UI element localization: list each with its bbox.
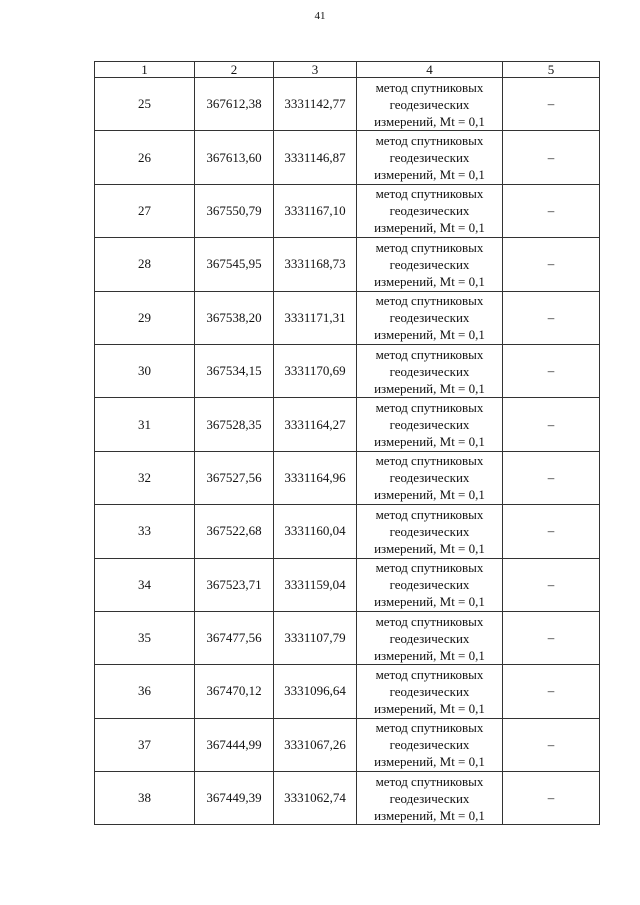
method-cell [357, 505, 503, 558]
x-coordinate-cell: 367612,38 [195, 78, 274, 131]
note-cell: – [503, 238, 600, 291]
method-cell [357, 772, 503, 825]
note-cell: – [503, 131, 600, 184]
method-cell [357, 665, 503, 718]
x-coordinate-cell: 367528,35 [195, 398, 274, 451]
x-coordinate-cell: 367534,15 [195, 344, 274, 397]
x-coordinate-cell: 367522,68 [195, 505, 274, 558]
x-coordinate-cell: 367613,60 [195, 131, 274, 184]
table-row [95, 291, 600, 344]
note-cell: – [503, 718, 600, 771]
note-cell: – [503, 291, 600, 344]
point-number-cell: 33 [95, 505, 195, 558]
method-line: геодезических [389, 203, 470, 219]
method-line: измерений, Mt = 0,1 [374, 327, 485, 343]
method-line: метод спутниковых [375, 773, 484, 789]
table-row [95, 718, 600, 771]
table-row [95, 665, 600, 718]
method-line: измерений, Mt = 0,1 [374, 807, 485, 823]
method-cell [357, 451, 503, 504]
header-col-2: 2 [195, 62, 274, 78]
table-row [95, 131, 600, 184]
table-row [95, 78, 600, 131]
y-coordinate-cell: 3331067,26 [274, 718, 357, 771]
page-number: 41 [314, 10, 326, 22]
table-row [95, 451, 600, 504]
method-cell [357, 78, 503, 131]
method-line: измерений, Mt = 0,1 [374, 113, 485, 129]
x-coordinate-cell: 367538,20 [195, 291, 274, 344]
table-row [95, 344, 600, 397]
method-line: измерений, Mt = 0,1 [374, 434, 485, 450]
method-line: геодезических [389, 470, 470, 486]
coordinates-table [94, 61, 600, 825]
x-coordinate-cell: 367545,95 [195, 238, 274, 291]
method-cell [357, 291, 503, 344]
note-cell: – [503, 772, 600, 825]
method-line: метод спутниковых [375, 79, 484, 95]
method-line: геодезических [389, 256, 470, 272]
method-line: геодезических [389, 577, 470, 593]
method-line: геодезических [389, 790, 470, 806]
y-coordinate-cell: 3331170,69 [274, 344, 357, 397]
note-cell: – [503, 451, 600, 504]
method-line: измерений, Mt = 0,1 [374, 647, 485, 663]
point-number-cell: 31 [95, 398, 195, 451]
method-line: измерений, Mt = 0,1 [374, 700, 485, 716]
method-line: измерений, Mt = 0,1 [374, 220, 485, 236]
header-col-5: 5 [503, 62, 600, 78]
method-line: метод спутниковых [375, 560, 484, 576]
note-cell: – [503, 184, 600, 237]
point-number-cell: 38 [95, 772, 195, 825]
method-line: метод спутниковых [375, 613, 484, 629]
point-number-cell: 29 [95, 291, 195, 344]
note-cell: – [503, 611, 600, 664]
method-line: геодезических [389, 96, 470, 112]
method-line: метод спутниковых [375, 506, 484, 522]
header-col-3: 3 [274, 62, 357, 78]
note-cell: – [503, 665, 600, 718]
x-coordinate-cell: 367527,56 [195, 451, 274, 504]
point-number-cell: 30 [95, 344, 195, 397]
table-body [95, 78, 600, 825]
note-cell: – [503, 344, 600, 397]
table-row [95, 611, 600, 664]
method-line: метод спутниковых [375, 239, 484, 255]
y-coordinate-cell: 3331164,27 [274, 398, 357, 451]
method-line: геодезических [389, 310, 470, 326]
y-coordinate-cell: 3331096,64 [274, 665, 357, 718]
header-col-4: 4 [357, 62, 503, 78]
method-cell [357, 238, 503, 291]
method-line: измерений, Mt = 0,1 [374, 487, 485, 503]
point-number-cell: 34 [95, 558, 195, 611]
method-line: метод спутниковых [375, 186, 484, 202]
method-line: геодезических [389, 683, 470, 699]
method-line: измерений, Mt = 0,1 [374, 754, 485, 770]
table-row [95, 558, 600, 611]
method-line: метод спутниковых [375, 133, 484, 149]
x-coordinate-cell: 367550,79 [195, 184, 274, 237]
method-line: метод спутниковых [375, 400, 484, 416]
method-line: метод спутниковых [375, 720, 484, 736]
point-number-cell: 26 [95, 131, 195, 184]
method-line: геодезических [389, 363, 470, 379]
y-coordinate-cell: 3331168,73 [274, 238, 357, 291]
point-number-cell: 25 [95, 78, 195, 131]
y-coordinate-cell: 3331107,79 [274, 611, 357, 664]
method-cell [357, 131, 503, 184]
method-line: метод спутниковых [375, 453, 484, 469]
x-coordinate-cell: 367444,99 [195, 718, 274, 771]
table-header-row [95, 62, 600, 78]
method-cell [357, 718, 503, 771]
method-cell [357, 184, 503, 237]
method-line: геодезических [389, 150, 470, 166]
method-line: метод спутниковых [375, 666, 484, 682]
method-cell [357, 611, 503, 664]
point-number-cell: 27 [95, 184, 195, 237]
method-line: метод спутниковых [375, 346, 484, 362]
table-row [95, 398, 600, 451]
point-number-cell: 28 [95, 238, 195, 291]
y-coordinate-cell: 3331146,87 [274, 131, 357, 184]
point-number-cell: 37 [95, 718, 195, 771]
table-row [95, 238, 600, 291]
method-line: измерений, Mt = 0,1 [374, 167, 485, 183]
method-cell [357, 558, 503, 611]
table-row [95, 184, 600, 237]
method-line: геодезических [389, 630, 470, 646]
method-line: геодезических [389, 523, 470, 539]
table-row [95, 772, 600, 825]
note-cell: – [503, 505, 600, 558]
method-line: измерений, Mt = 0,1 [374, 273, 485, 289]
note-cell: – [503, 78, 600, 131]
note-cell: – [503, 398, 600, 451]
method-line: измерений, Mt = 0,1 [374, 380, 485, 396]
method-line: метод спутниковых [375, 293, 484, 309]
method-line: измерений, Mt = 0,1 [374, 594, 485, 610]
y-coordinate-cell: 3331171,31 [274, 291, 357, 344]
y-coordinate-cell: 3331062,74 [274, 772, 357, 825]
header-col-1: 1 [95, 62, 195, 78]
x-coordinate-cell: 367470,12 [195, 665, 274, 718]
y-coordinate-cell: 3331159,04 [274, 558, 357, 611]
method-cell [357, 398, 503, 451]
method-line: геодезических [389, 737, 470, 753]
y-coordinate-cell: 3331167,10 [274, 184, 357, 237]
point-number-cell: 35 [95, 611, 195, 664]
x-coordinate-cell: 367449,39 [195, 772, 274, 825]
y-coordinate-cell: 3331142,77 [274, 78, 357, 131]
x-coordinate-cell: 367477,56 [195, 611, 274, 664]
note-cell: – [503, 558, 600, 611]
point-number-cell: 32 [95, 451, 195, 504]
x-coordinate-cell: 367523,71 [195, 558, 274, 611]
y-coordinate-cell: 3331164,96 [274, 451, 357, 504]
method-cell [357, 344, 503, 397]
method-line: геодезических [389, 417, 470, 433]
point-number-cell: 36 [95, 665, 195, 718]
y-coordinate-cell: 3331160,04 [274, 505, 357, 558]
table-row [95, 505, 600, 558]
method-line: измерений, Mt = 0,1 [374, 540, 485, 556]
